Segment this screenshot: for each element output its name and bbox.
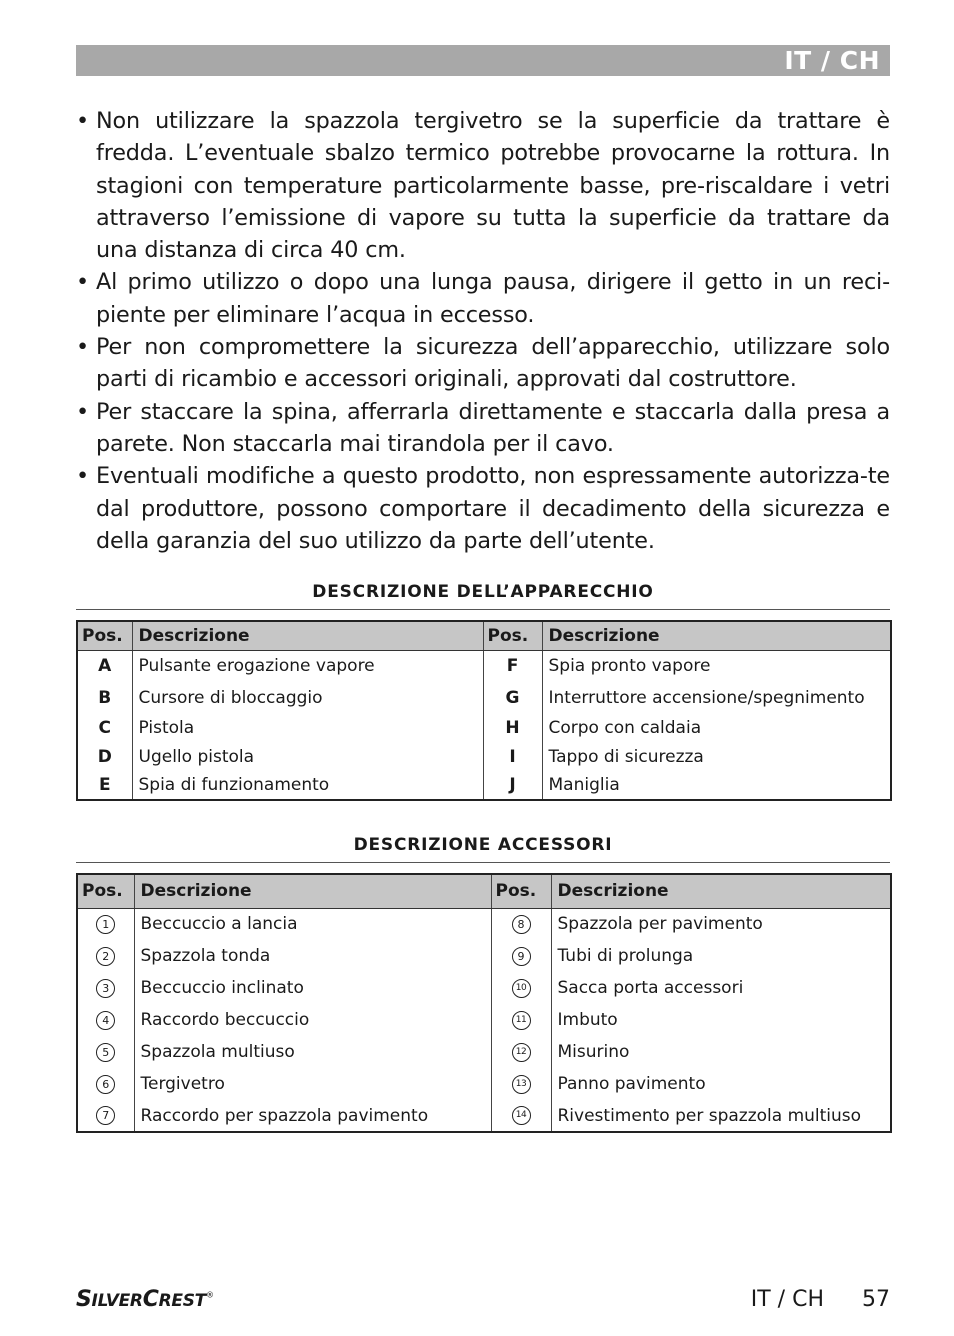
column-header-description: Descrizione — [551, 874, 891, 908]
accessory-description: Tergivetro — [134, 1068, 491, 1100]
circled-number-icon: 14 — [512, 1106, 531, 1125]
bullet-text: Eventuali modifiche a questo prodotto, non espressamente autorizza-te dal produttore, possono comportare il decadimento della sicurezza e della garanzia del suo utilizzo da parte dell’utente. — [96, 463, 890, 554]
table-row — [77, 1068, 891, 1100]
table-header-row — [77, 874, 891, 908]
bullet-text: Per staccare la spina, afferrarla direttamente e staccarla dalla presa a parete. Non staccarla mai tirandola per il cavo. — [96, 398, 890, 457]
position-number — [77, 1100, 134, 1132]
brand-letter: C — [142, 1287, 159, 1312]
position-letter: D — [77, 742, 132, 771]
circled-number-icon: 11 — [512, 1011, 531, 1030]
circled-number-icon: 5 — [96, 1043, 115, 1062]
bullet-text: Non utilizzare la spazzola tergivetro se la superficie da trattare è fredda. L’eventuale sbalzo termico potrebbe provocarne la rottura. In stagioni con temperature particolarmente basse, pre-riscaldare i vetri attraverso l’emissione di vapore su tutta la superficie da trattare da una distanza di circa 40 cm. — [96, 108, 890, 264]
accessory-description: Raccordo per spazzola pavimento — [134, 1100, 491, 1132]
accessory-description: Tubi di prolunga — [557, 946, 694, 966]
position-letter: J — [483, 771, 542, 800]
header-language-label: IT / CH — [784, 46, 880, 75]
table-row — [77, 650, 891, 682]
column-header-pos: Pos. — [77, 621, 132, 650]
part-description: Pulsante erogazione vapore — [132, 650, 483, 682]
position-number — [491, 908, 551, 940]
bullet-icon: • — [76, 463, 90, 490]
accessory-description: Beccuccio a lancia — [134, 908, 491, 940]
circled-number-icon: 13 — [512, 1075, 531, 1094]
header-bar — [76, 45, 890, 76]
bullet-item — [76, 331, 890, 396]
position-letter: I — [483, 742, 542, 771]
circled-number-icon: 3 — [96, 979, 115, 998]
brand-logo — [76, 1287, 214, 1312]
position-letter: B — [77, 682, 132, 713]
accessory-description: Beccuccio inclinato — [134, 972, 491, 1004]
accessory-description: Spazzola per pavimento — [557, 914, 763, 935]
position-letter: F — [483, 650, 542, 682]
appliance-section-title: DESCRIZIONE DELL’APPARECCHIO — [312, 582, 654, 602]
table-row — [77, 713, 891, 742]
circled-number-icon: 6 — [96, 1075, 115, 1094]
part-description: Interruttore accensione/spegnimento — [548, 687, 865, 708]
table-row — [77, 1036, 891, 1068]
position-number — [77, 908, 134, 940]
circled-number-icon: 2 — [96, 947, 115, 966]
column-header-pos: Pos. — [483, 621, 542, 650]
appliance-table — [76, 620, 892, 801]
registered-mark: ® — [205, 1290, 214, 1300]
part-description: Corpo con caldaia — [548, 717, 702, 738]
table-row — [77, 1100, 891, 1132]
circled-number-icon: 8 — [512, 915, 531, 934]
circled-number-icon: 10 — [512, 979, 531, 998]
position-letter: A — [77, 650, 132, 682]
column-header-pos: Pos. — [491, 874, 551, 908]
accessories-section-title: DESCRIZIONE ACCESSORI — [353, 835, 613, 855]
circled-number-icon: 12 — [512, 1043, 531, 1062]
bullet-item — [76, 105, 890, 266]
accessory-description: Spazzola multiuso — [134, 1036, 491, 1068]
section-divider — [76, 862, 890, 863]
part-description: Pistola — [132, 713, 483, 742]
accessories-table — [76, 873, 892, 1133]
bullet-item — [76, 396, 890, 461]
part-description: Ugello pistola — [132, 742, 483, 771]
part-description: Spia pronto vapore — [548, 656, 711, 677]
position-number — [491, 1036, 551, 1068]
bullet-icon: • — [76, 108, 90, 134]
table-row — [77, 972, 891, 1004]
column-header-description: Descrizione — [134, 874, 491, 908]
position-letter: E — [77, 771, 132, 800]
bullet-icon: • — [76, 334, 90, 361]
bullet-text: Al primo utilizzo o dopo una lunga pausa, dirigere il getto in un reci-piente per eliminare l’acqua in eccesso. — [96, 269, 890, 328]
position-number — [77, 1068, 134, 1100]
part-description: Spia di funzionamento — [132, 771, 483, 800]
part-description: Maniglia — [548, 775, 620, 795]
column-header-pos: Pos. — [77, 874, 134, 908]
section-divider — [76, 609, 890, 610]
safety-bullet-list — [76, 105, 890, 557]
column-header-description: Descrizione — [132, 621, 483, 650]
position-letter: G — [483, 682, 542, 713]
bullet-text: Per non compromettere la sicurezza dell’apparecchio, utilizzare solo parti di ricambio e accessori originali, approvati dal costruttore. — [96, 334, 890, 393]
position-number — [491, 1004, 551, 1036]
accessory-description: Panno pavimento — [557, 1074, 706, 1094]
brand-letters: ILVER — [91, 1291, 143, 1311]
brand-letter: S — [76, 1287, 92, 1312]
accessory-description: Rivestimento per spazzola multiuso — [557, 1105, 862, 1126]
footer-info — [751, 1287, 890, 1312]
page-number: 57 — [862, 1287, 890, 1312]
table-row — [77, 1004, 891, 1036]
accessory-description: Imbuto — [557, 1010, 618, 1030]
bullet-icon: • — [76, 398, 90, 425]
position-number — [77, 940, 134, 972]
brand-letters: REST — [158, 1291, 206, 1311]
position-letter: C — [77, 713, 132, 742]
circled-number-icon: 7 — [96, 1106, 115, 1125]
bullet-item — [76, 266, 890, 331]
circled-number-icon: 1 — [96, 915, 115, 934]
part-description: Cursore di bloccaggio — [132, 682, 483, 713]
position-number — [491, 940, 551, 972]
position-letter: H — [483, 713, 542, 742]
accessory-description: Misurino — [557, 1042, 630, 1062]
bullet-item — [76, 460, 890, 557]
circled-number-icon: 9 — [512, 947, 531, 966]
circled-number-icon: 4 — [96, 1011, 115, 1030]
table-row — [77, 940, 891, 972]
position-number — [77, 1036, 134, 1068]
position-number — [77, 1004, 134, 1036]
accessory-description: Sacca porta accessori — [557, 978, 744, 998]
part-description: Tappo di sicurezza — [548, 746, 704, 767]
position-number — [491, 1100, 551, 1132]
table-row — [77, 771, 891, 800]
table-row — [77, 682, 891, 713]
footer-language-label: IT / CH — [750, 1287, 824, 1312]
accessory-description: Raccordo beccuccio — [134, 1004, 491, 1036]
bullet-icon: • — [76, 269, 90, 296]
accessory-description: Spazzola tonda — [134, 940, 491, 972]
position-number — [491, 972, 551, 1004]
position-number — [491, 1068, 551, 1100]
table-row — [77, 742, 891, 771]
column-header-description: Descrizione — [542, 621, 891, 650]
table-header-row — [77, 621, 891, 650]
table-row — [77, 908, 891, 940]
position-number — [77, 972, 134, 1004]
